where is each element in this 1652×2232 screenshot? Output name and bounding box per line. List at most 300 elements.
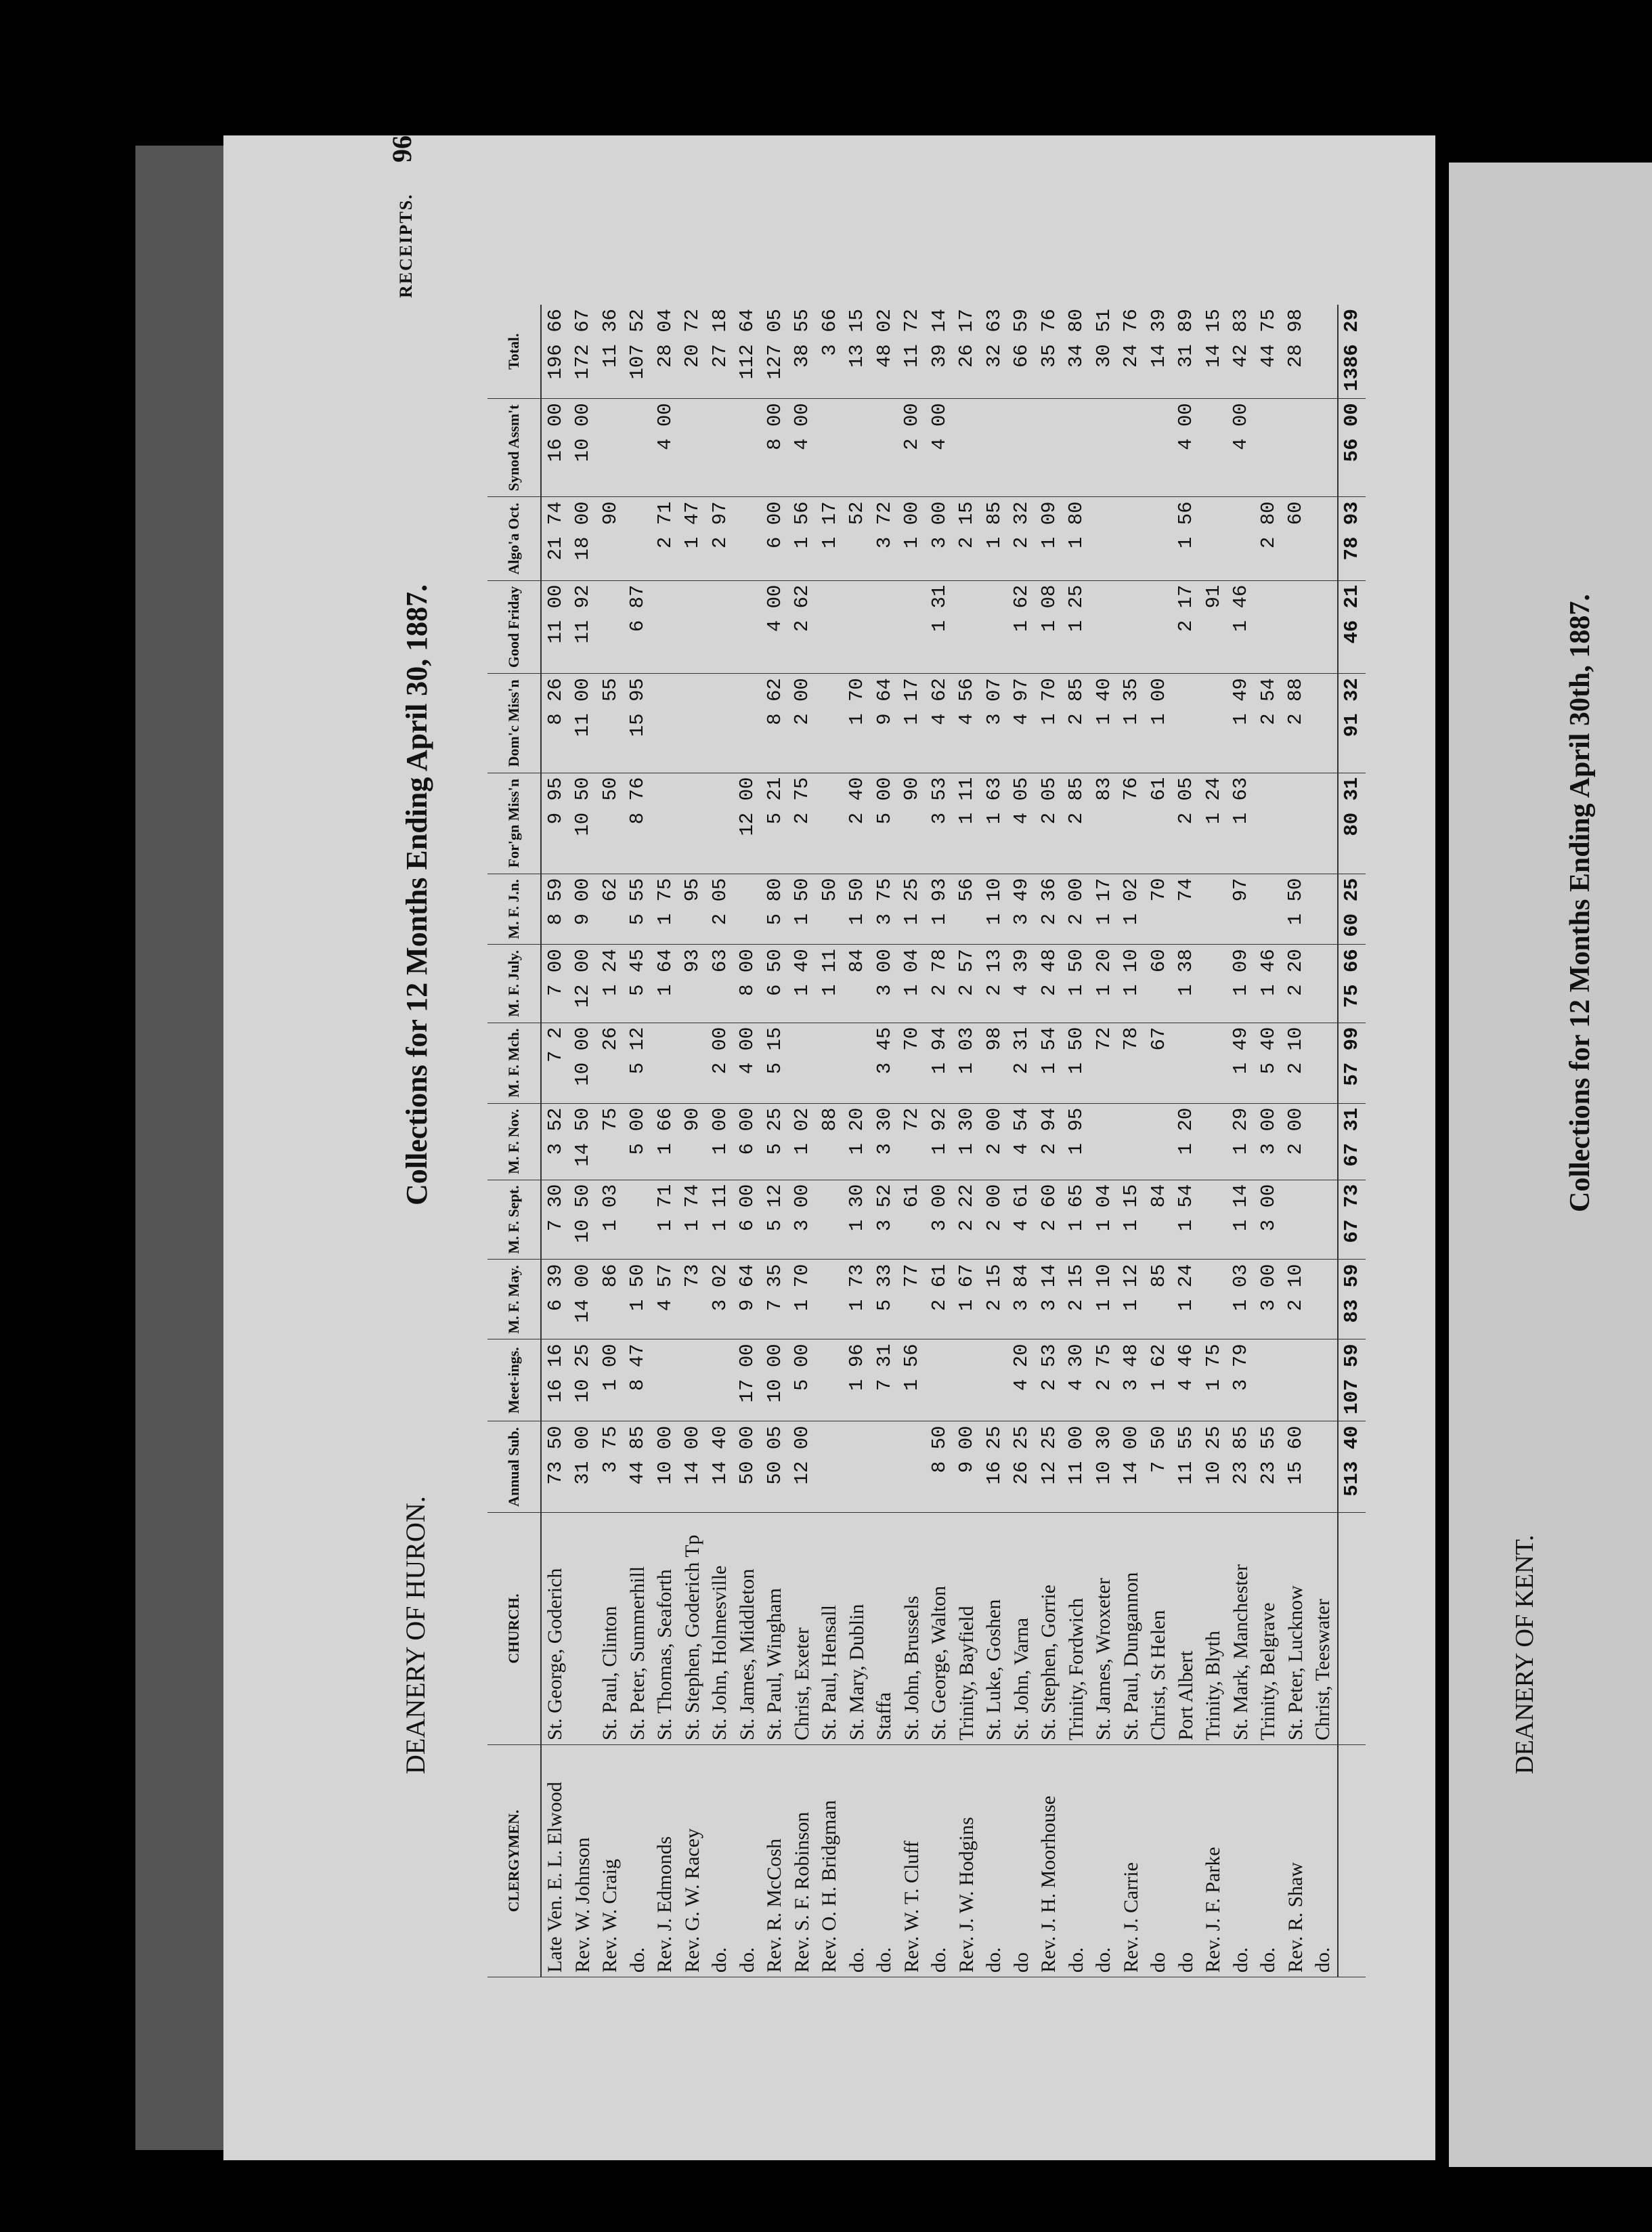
synod-cell <box>980 399 1008 497</box>
total-cell: 3 66 <box>816 305 844 399</box>
annual-cell: 50 00 <box>734 1421 762 1513</box>
mch-cell <box>651 1023 679 1103</box>
church-cell: St. James, Middleton <box>734 1513 762 1745</box>
church-cell: Christ, St Helen <box>1145 1513 1173 1745</box>
table-row <box>844 305 871 1977</box>
annual-cell: 14 00 <box>1118 1421 1146 1513</box>
algoma-cell: 1 56 <box>1173 497 1200 580</box>
mch-cell: 67 <box>1145 1023 1173 1103</box>
good-friday-cell: 4 00 <box>761 580 789 674</box>
july-cell: 1 10 <box>1118 945 1146 1023</box>
may-cell: 1 70 <box>789 1260 817 1339</box>
sept-cell: 2 60 <box>1035 1180 1063 1260</box>
synod-cell: 4 00 <box>789 399 817 497</box>
jan-cell: 1 17 <box>1090 874 1118 945</box>
may-cell: 5 33 <box>871 1260 898 1339</box>
table-row <box>980 305 1008 1977</box>
clergyman-cell: do. <box>706 1745 734 1977</box>
good-friday-cell: 2 62 <box>789 580 817 674</box>
church-cell: St. Peter, Lucknow <box>1282 1513 1310 1745</box>
domestic-cell: 1 35 <box>1118 674 1146 773</box>
domestic-cell: 4 56 <box>953 674 981 773</box>
sept-cell: 1 54 <box>1173 1180 1200 1260</box>
good-friday-cell: 91 <box>1200 580 1227 674</box>
header-mf-nov: M. F. Nov. <box>487 1103 541 1180</box>
church-cell: St. George, Walton <box>926 1513 953 1745</box>
annual-cell: 9 00 <box>953 1421 981 1513</box>
total-cell: 44 75 <box>1255 305 1282 399</box>
jan-cell: 3 49 <box>1008 874 1036 945</box>
church-cell: St. Luke, Goshen <box>980 1513 1008 1745</box>
meetings-cell: 2 53 <box>1035 1339 1063 1421</box>
domestic-cell: 4 62 <box>926 674 953 773</box>
mch-cell: 1 03 <box>953 1023 981 1103</box>
table-row <box>898 305 926 1977</box>
good-friday-cell <box>651 580 679 674</box>
total-cell: 27 18 <box>706 305 734 399</box>
july-cell: 1 04 <box>898 945 926 1023</box>
annual-cell: 10 25 <box>1200 1421 1227 1513</box>
clergyman-cell: Rev. W. Johnson <box>569 1745 597 1977</box>
nov-cell: 2 94 <box>1035 1103 1063 1180</box>
total-cell: 14 39 <box>1145 305 1173 399</box>
nov-cell: 1 92 <box>926 1103 953 1180</box>
header-mf-may: M. F. May. <box>487 1260 541 1339</box>
domestic-cell: 1 00 <box>1145 674 1173 773</box>
mch-cell <box>844 1023 871 1103</box>
domestic-cell <box>1309 674 1338 773</box>
domestic-cell: 9 64 <box>871 674 898 773</box>
july-cell: 93 <box>679 945 707 1023</box>
table-row <box>816 305 844 1977</box>
july-cell: 1 24 <box>596 945 624 1023</box>
july-cell: 2 78 <box>926 945 953 1023</box>
foreign-cell: 5 00 <box>871 773 898 874</box>
july-cell: 1 09 <box>1227 945 1255 1023</box>
jan-cell: 1 93 <box>926 874 953 945</box>
table-row <box>541 305 569 1977</box>
sept-cell: 1 15 <box>1118 1180 1146 1260</box>
meetings-cell: 4 20 <box>1008 1339 1036 1421</box>
clergyman-cell: do. <box>1309 1745 1338 1977</box>
total-cell: 34 80 <box>1063 305 1091 399</box>
algoma-cell: 60 <box>1282 497 1310 580</box>
table-row <box>734 305 762 1977</box>
synod-cell: 2 00 <box>898 399 926 497</box>
total-foreign: 80 31 <box>1338 773 1366 874</box>
good-friday-cell <box>1145 580 1173 674</box>
church-cell: St. Stephen, Gorrie <box>1035 1513 1063 1745</box>
meetings-cell: 2 75 <box>1090 1339 1118 1421</box>
meetings-cell: 3 48 <box>1118 1339 1146 1421</box>
jan-cell: 5 55 <box>624 874 652 945</box>
meetings-cell: 7 31 <box>871 1339 898 1421</box>
total-cell: 112 64 <box>734 305 762 399</box>
algoma-cell <box>624 497 652 580</box>
may-cell: 1 50 <box>624 1260 652 1339</box>
may-cell: 1 24 <box>1173 1260 1200 1339</box>
clergyman-cell: do <box>1008 1745 1036 1977</box>
header-mf-mch: M. F. Mch. <box>487 1023 541 1103</box>
meetings-cell: 10 25 <box>569 1339 597 1421</box>
table-row <box>679 305 707 1977</box>
nov-cell: 1 66 <box>651 1103 679 1180</box>
table-row <box>1063 305 1091 1977</box>
sept-cell: 6 00 <box>734 1180 762 1260</box>
total-july: 75 66 <box>1338 945 1366 1023</box>
nov-cell <box>1309 1103 1338 1180</box>
may-cell: 1 03 <box>1227 1260 1255 1339</box>
algoma-cell: 2 71 <box>651 497 679 580</box>
annual-cell: 10 30 <box>1090 1421 1118 1513</box>
meetings-cell <box>1309 1339 1338 1421</box>
sept-cell: 10 50 <box>569 1180 597 1260</box>
nov-cell: 72 <box>898 1103 926 1180</box>
mch-cell <box>1200 1023 1227 1103</box>
annual-cell: 14 00 <box>679 1421 707 1513</box>
synod-cell: 4 00 <box>926 399 953 497</box>
mch-cell: 5 40 <box>1255 1023 1282 1103</box>
algoma-cell: 6 00 <box>761 497 789 580</box>
clergyman-cell: do <box>1145 1745 1173 1977</box>
church-cell: Christ, Exeter <box>789 1513 817 1745</box>
foreign-cell: 2 05 <box>1035 773 1063 874</box>
mch-cell: 1 54 <box>1035 1023 1063 1103</box>
kent-deanery-title: DEANERY OF KENT. <box>1510 1534 1539 1774</box>
sept-cell <box>816 1180 844 1260</box>
synod-cell: 4 00 <box>1173 399 1200 497</box>
annual-cell: 10 00 <box>651 1421 679 1513</box>
foreign-cell: 3 53 <box>926 773 953 874</box>
july-cell: 7 00 <box>541 945 569 1023</box>
church-cell: Trinity, Bayfield <box>953 1513 981 1745</box>
total-cell: 28 98 <box>1282 305 1310 399</box>
july-cell: 2 13 <box>980 945 1008 1023</box>
may-cell: 7 35 <box>761 1260 789 1339</box>
synod-cell: 4 00 <box>1227 399 1255 497</box>
clergyman-cell: do. <box>624 1745 652 1977</box>
july-cell: 8 00 <box>734 945 762 1023</box>
sept-cell: 1 65 <box>1063 1180 1091 1260</box>
running-head: RECEIPTS. <box>396 193 416 298</box>
synod-cell <box>953 399 981 497</box>
total-cell: 28 04 <box>651 305 679 399</box>
jan-cell: 9 00 <box>569 874 597 945</box>
clergyman-cell: do. <box>1090 1745 1118 1977</box>
mch-cell <box>816 1023 844 1103</box>
annual-cell: 11 00 <box>1063 1421 1091 1513</box>
algoma-cell <box>1145 497 1173 580</box>
algoma-cell: 1 00 <box>898 497 926 580</box>
good-friday-cell <box>679 580 707 674</box>
clergyman-cell: Rev. J. H. Moorhouse <box>1035 1745 1063 1977</box>
header-mf-jan: M. F. J.n. <box>487 874 541 945</box>
meetings-cell: 8 47 <box>624 1339 652 1421</box>
mch-cell: 2 31 <box>1008 1023 1036 1103</box>
domestic-cell: 1 70 <box>844 674 871 773</box>
total-cell: 26 17 <box>953 305 981 399</box>
clergyman-cell: Rev. S. F. Robinson <box>789 1745 817 1977</box>
church-cell: St. Peter, Summerhill <box>624 1513 652 1745</box>
algoma-cell: 2 15 <box>953 497 981 580</box>
algoma-cell: 3 72 <box>871 497 898 580</box>
foreign-cell: 1 63 <box>980 773 1008 874</box>
nov-cell: 1 30 <box>953 1103 981 1180</box>
domestic-cell <box>1173 674 1200 773</box>
total-cell: 13 15 <box>844 305 871 399</box>
foreign-cell: 8 76 <box>624 773 652 874</box>
synod-cell: 10 00 <box>569 399 597 497</box>
total-may: 83 59 <box>1338 1260 1366 1339</box>
annual-cell: 3 75 <box>596 1421 624 1513</box>
foreign-cell: 61 <box>1145 773 1173 874</box>
church-cell: St. Paul, Dungannon <box>1118 1513 1146 1745</box>
foreign-cell: 10 50 <box>569 773 597 874</box>
meetings-cell <box>953 1339 981 1421</box>
good-friday-cell: 1 46 <box>1227 580 1255 674</box>
may-cell: 3 02 <box>706 1260 734 1339</box>
good-friday-cell: 11 92 <box>569 580 597 674</box>
annual-cell: 16 25 <box>980 1421 1008 1513</box>
nov-cell: 2 00 <box>1282 1103 1310 1180</box>
july-cell: 1 40 <box>789 945 817 1023</box>
nov-cell: 14 50 <box>569 1103 597 1180</box>
foreign-cell: 1 63 <box>1227 773 1255 874</box>
foreign-cell <box>1282 773 1310 874</box>
good-friday-cell <box>980 580 1008 674</box>
header-algoma: Algo'a Oct. <box>487 497 541 580</box>
july-cell: 60 <box>1145 945 1173 1023</box>
total-nov: 67 31 <box>1338 1103 1366 1180</box>
table-row <box>596 305 624 1977</box>
jan-cell: 1 50 <box>789 874 817 945</box>
july-cell: 1 46 <box>1255 945 1282 1023</box>
clergyman-cell: do. <box>1227 1745 1255 1977</box>
sept-cell: 1 74 <box>679 1180 707 1260</box>
annual-cell: 7 50 <box>1145 1421 1173 1513</box>
page-number: 96 <box>387 135 417 163</box>
annual-cell: 50 05 <box>761 1421 789 1513</box>
total-cell: 39 14 <box>926 305 953 399</box>
total-cell <box>1309 305 1338 399</box>
jan-cell: 97 <box>1227 874 1255 945</box>
church-cell: St. Mary, Dublin <box>844 1513 871 1745</box>
july-cell <box>1200 945 1227 1023</box>
nov-cell <box>1090 1103 1118 1180</box>
church-cell: Christ, Teeswater <box>1309 1513 1338 1745</box>
nov-cell: 2 00 <box>980 1103 1008 1180</box>
mch-cell: 78 <box>1118 1023 1146 1103</box>
sept-cell: 3 00 <box>1255 1180 1282 1260</box>
mch-cell: 3 45 <box>871 1023 898 1103</box>
foreign-cell <box>816 773 844 874</box>
sept-cell: 3 52 <box>871 1180 898 1260</box>
foreign-cell <box>1309 773 1338 874</box>
header-synod: Synod Assm't <box>487 399 541 497</box>
header-row <box>487 305 541 1977</box>
synod-cell <box>679 399 707 497</box>
may-cell: 3 14 <box>1035 1260 1063 1339</box>
nov-cell: 90 <box>679 1103 707 1180</box>
synod-cell <box>706 399 734 497</box>
total-cell: 11 72 <box>898 305 926 399</box>
total-cell: 107 52 <box>624 305 652 399</box>
sept-cell <box>624 1180 652 1260</box>
mch-cell: 4 00 <box>734 1023 762 1103</box>
may-cell <box>816 1260 844 1339</box>
meetings-cell: 17 00 <box>734 1339 762 1421</box>
good-friday-cell <box>871 580 898 674</box>
church-cell: St. Paul, Wingham <box>761 1513 789 1745</box>
deanery-title: DEANERY OF HURON. <box>400 1496 431 1774</box>
synod-cell <box>1118 399 1146 497</box>
mch-cell <box>789 1023 817 1103</box>
nov-cell: 1 29 <box>1227 1103 1255 1180</box>
jan-cell: 5 80 <box>761 874 789 945</box>
foreign-cell: 2 75 <box>789 773 817 874</box>
header-annual-sub: Annual Sub. <box>487 1421 541 1513</box>
mch-cell: 1 94 <box>926 1023 953 1103</box>
nov-cell: 1 20 <box>1173 1103 1200 1180</box>
may-cell: 1 67 <box>953 1260 981 1339</box>
jan-cell: 1 75 <box>651 874 679 945</box>
meetings-cell: 5 00 <box>789 1339 817 1421</box>
sept-cell: 5 12 <box>761 1180 789 1260</box>
total-cell: 20 72 <box>679 305 707 399</box>
mch-cell: 7 2 <box>541 1023 569 1103</box>
domestic-cell: 1 70 <box>1035 674 1063 773</box>
annual-cell: 14 40 <box>706 1421 734 1513</box>
domestic-cell: 2 88 <box>1282 674 1310 773</box>
nov-cell: 1 95 <box>1063 1103 1091 1180</box>
clergyman-cell: do. <box>1255 1745 1282 1977</box>
may-cell: 6 39 <box>541 1260 569 1339</box>
nov-cell <box>1145 1103 1173 1180</box>
annual-cell <box>844 1421 871 1513</box>
foreign-cell: 1 24 <box>1200 773 1227 874</box>
good-friday-cell: 1 62 <box>1008 580 1036 674</box>
church-cell: St. John, Holmesville <box>706 1513 734 1745</box>
sept-cell: 1 71 <box>651 1180 679 1260</box>
header-mf-july: M. F. July. <box>487 945 541 1023</box>
nov-cell: 6 00 <box>734 1103 762 1180</box>
foreign-cell: 1 11 <box>953 773 981 874</box>
may-cell <box>1309 1260 1338 1339</box>
jan-cell: 50 <box>816 874 844 945</box>
foreign-cell: 5 21 <box>761 773 789 874</box>
mch-cell: 10 00 <box>569 1023 597 1103</box>
jan-cell: 62 <box>596 874 624 945</box>
nov-cell <box>1200 1103 1227 1180</box>
total-cell: 31 89 <box>1173 305 1200 399</box>
good-friday-cell: 6 87 <box>624 580 652 674</box>
church-cell: St. Paul, Clinton <box>596 1513 624 1745</box>
algoma-cell: 90 <box>596 497 624 580</box>
algoma-cell: 2 97 <box>706 497 734 580</box>
synod-cell <box>1145 399 1173 497</box>
synod-cell <box>1255 399 1282 497</box>
church-cell: Port Albert <box>1173 1513 1200 1745</box>
clergyman-cell: do. <box>844 1745 871 1977</box>
synod-cell <box>871 399 898 497</box>
domestic-cell <box>816 674 844 773</box>
table-row <box>1035 305 1063 1977</box>
foreign-cell: 2 40 <box>844 773 871 874</box>
total-cell: 196 66 <box>541 305 569 399</box>
algoma-cell <box>734 497 762 580</box>
domestic-cell: 8 62 <box>761 674 789 773</box>
jan-cell: 2 36 <box>1035 874 1063 945</box>
jan-cell: 1 50 <box>844 874 871 945</box>
total-cell: 32 63 <box>980 305 1008 399</box>
mch-cell: 26 <box>596 1023 624 1103</box>
total-cell: 24 76 <box>1118 305 1146 399</box>
jan-cell: 56 <box>953 874 981 945</box>
july-cell: 5 45 <box>624 945 652 1023</box>
good-friday-cell <box>1118 580 1146 674</box>
meetings-cell <box>1255 1339 1282 1421</box>
synod-cell <box>1282 399 1310 497</box>
clergyman-cell: Rev. W. T. Cluff <box>898 1745 926 1977</box>
jan-cell: 1 02 <box>1118 874 1146 945</box>
header-total: Total. <box>487 305 541 399</box>
may-cell: 77 <box>898 1260 926 1339</box>
annual-cell: 23 85 <box>1227 1421 1255 1513</box>
meetings-cell: 3 79 <box>1227 1339 1255 1421</box>
algoma-cell <box>1090 497 1118 580</box>
sept-cell: 2 00 <box>980 1180 1008 1260</box>
foreign-cell <box>679 773 707 874</box>
total-algoma: 78 93 <box>1338 497 1366 580</box>
table-row <box>1282 305 1310 1977</box>
synod-cell <box>1035 399 1063 497</box>
sept-cell: 3 00 <box>926 1180 953 1260</box>
domestic-cell <box>651 674 679 773</box>
foreign-cell: 12 00 <box>734 773 762 874</box>
receipts-table-wrap <box>487 305 1366 1977</box>
header-domestic-missions: Dom'c Miss'n <box>487 674 541 773</box>
foreign-cell: 2 85 <box>1063 773 1091 874</box>
mch-cell: 72 <box>1090 1023 1118 1103</box>
header-good-friday: Good Friday <box>487 580 541 674</box>
sept-cell: 7 30 <box>541 1180 569 1260</box>
total-cell: 172 67 <box>569 305 597 399</box>
domestic-cell: 4 97 <box>1008 674 1036 773</box>
nov-cell: 5 00 <box>624 1103 652 1180</box>
algoma-cell <box>1227 497 1255 580</box>
algoma-cell: 1 17 <box>816 497 844 580</box>
church-cell: Trinity, Fordwich <box>1063 1513 1091 1745</box>
church-cell: St. Mark, Manchester <box>1227 1513 1255 1745</box>
may-cell: 2 10 <box>1282 1260 1310 1339</box>
foreign-cell: 90 <box>898 773 926 874</box>
sept-cell: 1 30 <box>844 1180 871 1260</box>
clergyman-cell: Rev. O. H. Bridgman <box>816 1745 844 1977</box>
sept-cell: 61 <box>898 1180 926 1260</box>
nov-cell: 75 <box>596 1103 624 1180</box>
domestic-cell: 3 07 <box>980 674 1008 773</box>
meetings-cell <box>651 1339 679 1421</box>
total-cell: 35 76 <box>1035 305 1063 399</box>
clergyman-cell: Rev. W. Craig <box>596 1745 624 1977</box>
jan-cell: 8 59 <box>541 874 569 945</box>
meetings-cell <box>706 1339 734 1421</box>
church-cell: St. James, Wroxeter <box>1090 1513 1118 1745</box>
clergyman-cell: do <box>1173 1745 1200 1977</box>
table-row <box>651 305 679 1977</box>
good-friday-cell <box>898 580 926 674</box>
jan-cell <box>1309 874 1338 945</box>
